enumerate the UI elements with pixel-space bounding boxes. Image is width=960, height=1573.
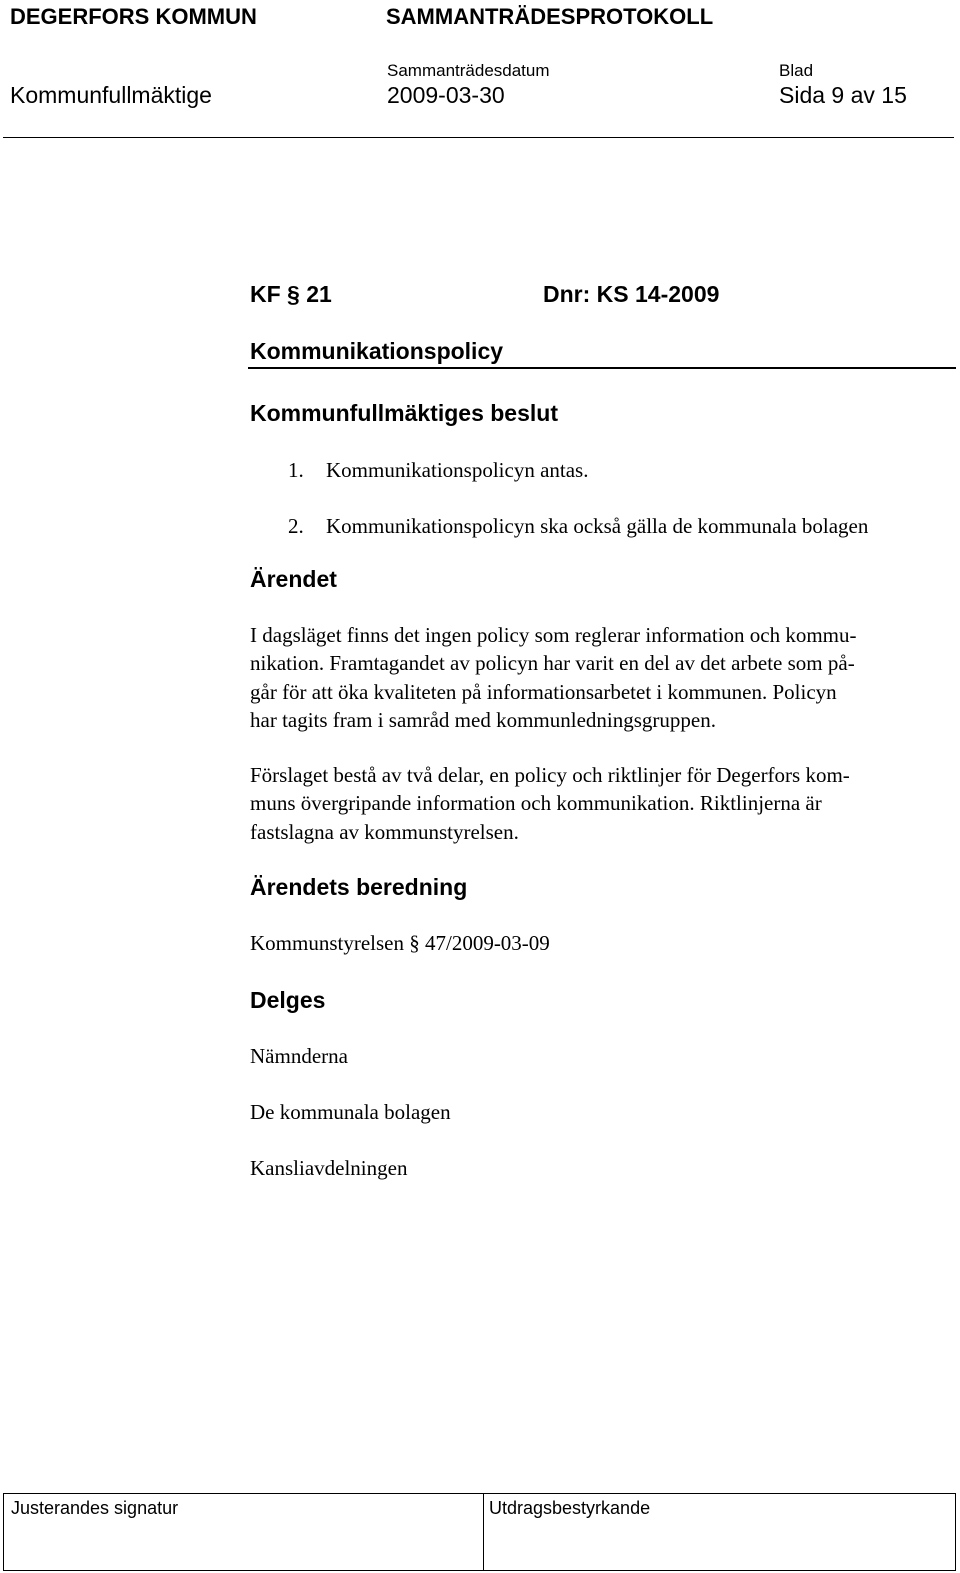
distribution-heading: Delges xyxy=(250,987,326,1013)
matter-paragraph-line: Förslaget bestå av två delar, en policy och riktlinjer för Degerfors kom- xyxy=(250,763,850,787)
item-title: Kommunikationspolicy xyxy=(250,338,504,364)
matter-paragraph-line: muns övergripande information och kommunikation. Riktlinjerna är xyxy=(250,791,822,815)
document-type: SAMMANTRÄDESPROTOKOLL xyxy=(386,4,714,29)
matter-paragraph-line: fastslagna av kommunstyrelsen. xyxy=(250,820,519,844)
preparation-heading: Ärendets beredning xyxy=(250,874,468,900)
decision-point-number: 2. xyxy=(288,514,304,538)
footer-divider xyxy=(483,1494,484,1570)
matter-paragraph-line: har tagits fram i samråd med kommunledningsgruppen. xyxy=(250,708,716,732)
preparation-reference: Kommunstyrelsen § 47/2009-03-09 xyxy=(250,931,550,955)
matter-paragraph-line: går för att öka kvaliteten på informationsarbetet i kommunen. Policyn xyxy=(250,680,837,704)
item-dnr: Dnr: KS 14-2009 xyxy=(543,281,720,307)
decision-point-text: Kommunikationspolicyn ska också gälla de kommunala bolagen xyxy=(326,514,869,538)
footer-signature-box xyxy=(3,1493,956,1571)
page-number: Sida 9 av 15 xyxy=(779,82,907,108)
signature-label: Justerandes signatur xyxy=(11,1498,179,1518)
distribution-recipient: Kansliavdelningen xyxy=(250,1156,408,1180)
item-number: KF § 21 xyxy=(250,281,332,307)
municipality-name: DEGERFORS KOMMUN xyxy=(10,4,257,29)
extract-label: Utdragsbestyrkande xyxy=(489,1498,651,1518)
matter-paragraph-line: nikation. Framtagandet av policyn har varit en del av det arbete som på- xyxy=(250,651,855,675)
decision-point-number: 1. xyxy=(288,458,304,482)
header-rule xyxy=(3,137,954,138)
matter-paragraph-line: I dagsläget finns det ingen policy som reglerar information och kommu- xyxy=(250,623,857,647)
distribution-recipient: De kommunala bolagen xyxy=(250,1100,451,1124)
sheet-label: Blad xyxy=(779,61,814,80)
distribution-recipient: Nämnderna xyxy=(250,1044,348,1068)
body-name: Kommunfullmäktige xyxy=(10,82,212,108)
date-label: Sammanträdesdatum xyxy=(387,61,550,80)
title-rule xyxy=(248,367,956,369)
meeting-date: 2009-03-30 xyxy=(387,82,505,108)
matter-heading: Ärendet xyxy=(250,566,337,592)
decision-point-text: Kommunikationspolicyn antas. xyxy=(326,458,589,482)
decision-heading: Kommunfullmäktiges beslut xyxy=(250,400,558,426)
